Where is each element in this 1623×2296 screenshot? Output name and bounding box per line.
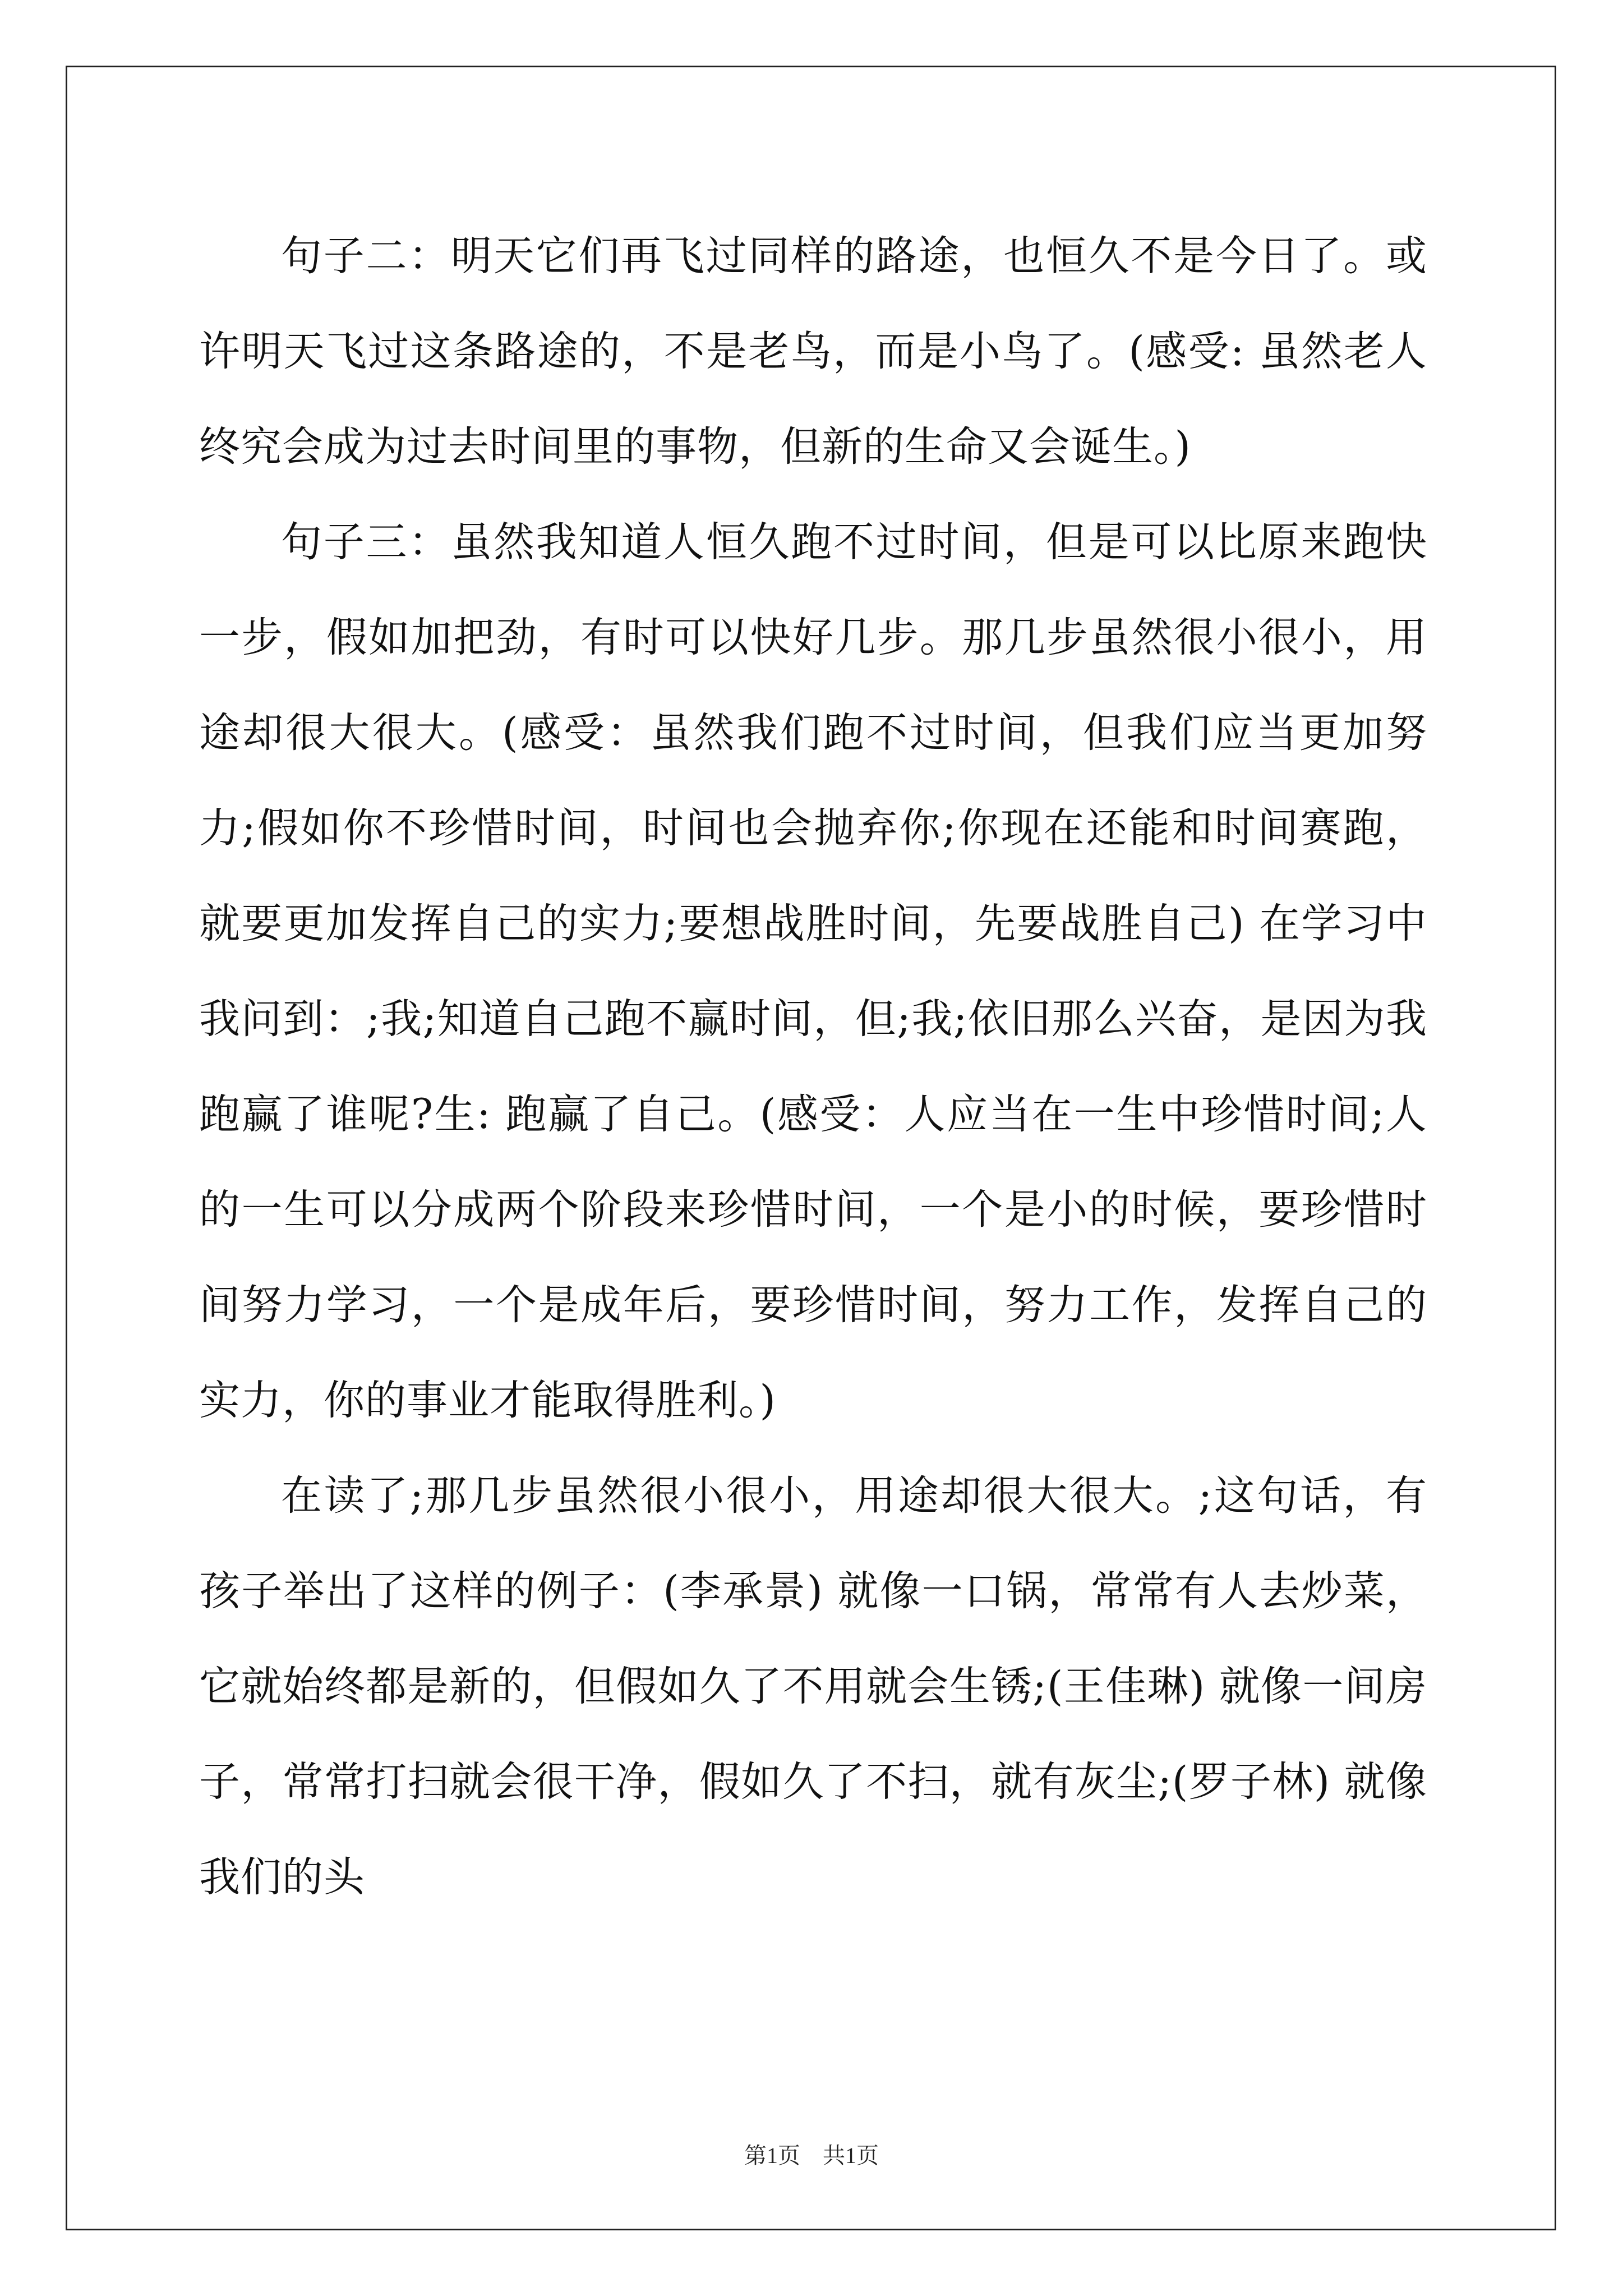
paragraph-reading-examples: 在读了;那几步虽然很小很小，用途却很大很大。;这句话，有孩子举出了这样的例子：(李承景) 就像一口锅，常常有人去炒菜，它就始终都是新的，但假如久了不用就会生锈;(王佳琳) 就像一间房子，常常打扫就会很干净，假如久了不扫，就有灰尘;(罗子林) 就像我们的头 [199, 1472, 1427, 1901]
paragraph-sentence-two: 句子二：明天它们再飞过同样的路途，也恒久不是今日了。或许明天飞过这条路途的，不是老鸟，而是小鸟了。(感受: 虽然老人终究会成为过去时间里的事物，但新的生命又会诞生。) [199, 232, 1427, 471]
page-number-footer: 第1页 共1页 [744, 2143, 879, 2168]
paragraph-sentence-three: 句子三：虽然我知道人恒久跑不过时间，但是可以比原来跑快一步，假如加把劲，有时可以快好几步。那几步虽然很小很小，用途却很大很大。(感受：虽然我们跑不过时间，但我们应当更加努力;假如你不珍惜时间，时间也会抛弃你;你现在还能和时间赛跑，就要更加发挥自己的实力;要想战胜时间，先要战胜自己) 在学习中我问到：;我;知道自己跑不赢时间，但;我;依旧那么兴奋，是因为我跑赢了谁呢?生: 跑赢了自己。(感受：人应当在一生中珍惜时间;人的一生可以分成两个阶段来珍惜时间，一个是小的时候，要珍惜时间努力学习，一个是成年后，要珍惜时间，努力工作，发挥自己的实力，你的事业才能取得胜利。) [199, 518, 1427, 1424]
document-body [199, 209, 1427, 1925]
